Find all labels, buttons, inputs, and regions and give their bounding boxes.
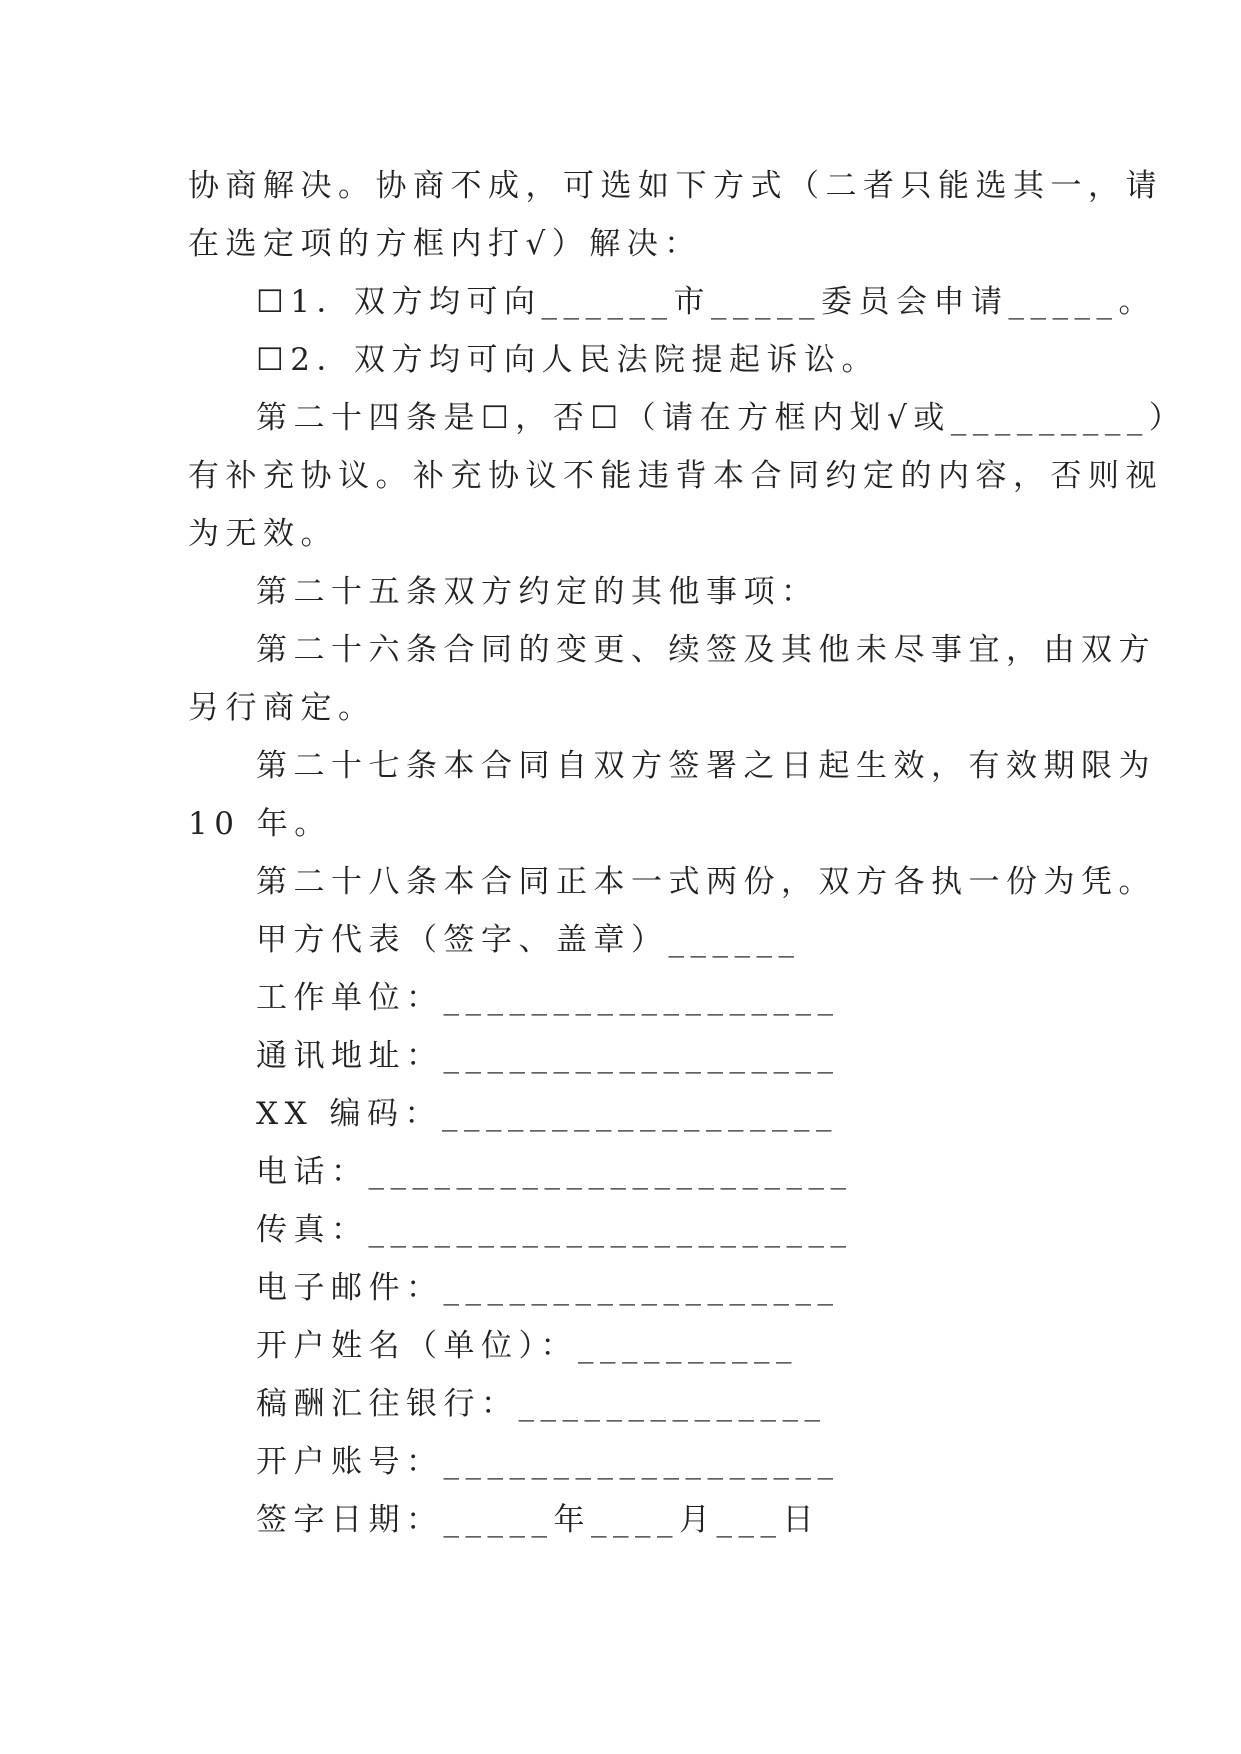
signature-field: 甲方代表（签字、盖章）______ <box>256 922 801 958</box>
form-field-line: 电子邮件：__________________ <box>256 1270 840 1306</box>
text-line: 在选定项的方框内打√）解决： <box>188 226 702 262</box>
date-field-line: 签字日期：_____年____月___日 <box>256 1502 820 1538</box>
text-line: 第二十六条合同的变更、续签及其他未尽事宜，由双方 <box>256 632 1156 668</box>
form-field-line: 开户账号：__________________ <box>256 1444 840 1480</box>
text-line: 有补充协议。补充协议不能违背本合同约定的内容，否则视 <box>188 458 1163 494</box>
form-field-line: 开户姓名（单位）：__________ <box>256 1328 798 1364</box>
text-line: 协商解决。协商不成，可选如下方式（二者只能选其一，请 <box>188 168 1163 204</box>
text-line: 第二十七条本合同自双方签署之日起生效，有效期限为 <box>256 748 1156 784</box>
form-field-line: 电话：______________________ <box>256 1154 853 1190</box>
text-line: ☐2．双方均可向人民法院提起诉讼。 <box>256 342 880 378</box>
text-line: 另行商定。 <box>188 690 376 726</box>
form-field-line: 稿酬汇往银行：______________ <box>256 1386 827 1422</box>
form-field-line: 工作单位：__________________ <box>256 980 840 1016</box>
text-line: ☐1．双方均可向______市_____委员会申请_____。 <box>256 284 1157 320</box>
form-field-line: 传真：______________________ <box>256 1212 853 1248</box>
text-line: 第二十五条双方约定的其他事项： <box>256 574 819 610</box>
text-line: 10 年。 <box>188 806 332 842</box>
text-line: 第二十八条本合同正本一式两份，双方各执一份为凭。 <box>256 864 1156 900</box>
form-field-line: XX 编码：__________________ <box>256 1096 838 1132</box>
text-line: 第二十四条是☐，否☐（请在方框内划√或_________） <box>256 400 1187 436</box>
form-field-line: 通讯地址：__________________ <box>256 1038 840 1074</box>
text-line: 为无效。 <box>188 516 338 552</box>
